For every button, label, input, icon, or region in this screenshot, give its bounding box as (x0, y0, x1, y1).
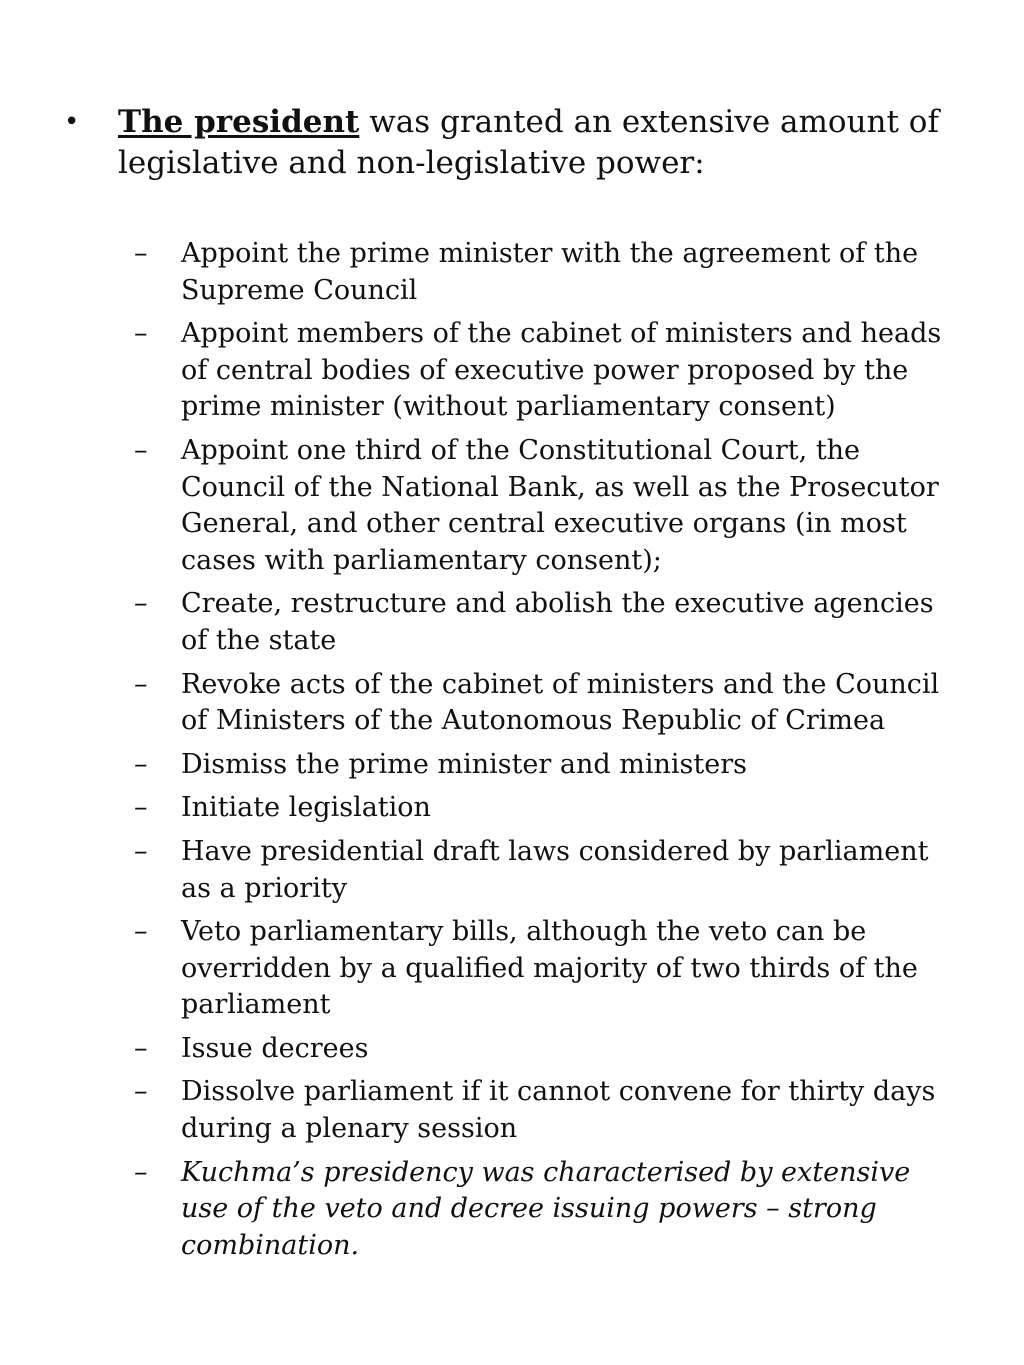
sub-bullet-list (130, 236, 960, 1271)
sub-bullet-item (130, 586, 960, 659)
dash-marker: – (134, 916, 148, 948)
sub-bullet-text: Create, restructure and abolish the executive agencies of the state (181, 588, 934, 656)
dash-marker: – (134, 748, 148, 780)
sub-bullet-item (130, 914, 960, 1024)
bullet-marker: • (64, 107, 80, 137)
dash-marker: – (134, 835, 148, 867)
sub-bullet-item-italic-note (130, 1155, 960, 1265)
sub-bullet-text: Appoint the prime minister with the agreement of the Supreme Council (181, 238, 919, 306)
sub-bullet-item (130, 1031, 960, 1068)
sub-bullet-text: Veto parliamentary bills, although the veto can be overridden by a qualified majority of two thirds of the parliament (181, 916, 918, 1021)
dash-marker: – (134, 238, 148, 269)
sub-bullet-item (130, 747, 960, 784)
dash-marker: – (134, 1076, 148, 1108)
sub-bullet-item (130, 433, 960, 579)
sub-bullet-text: Dissolve parliament if it cannot convene for thirty days during a plenary session (181, 1076, 936, 1145)
sub-bullet-text: Have presidential draft laws considered by parliament as a priority (181, 835, 929, 904)
sub-bullet-item (130, 667, 960, 740)
main-bullet-text (118, 102, 944, 184)
main-bullet-rest: was granted an extensive amount of legislative and non-legislative power: (118, 104, 939, 181)
dash-marker: – (134, 318, 148, 350)
sub-bullet-item (130, 834, 960, 907)
dash-marker: – (134, 434, 148, 466)
main-bullet (64, 102, 944, 184)
dash-marker: – (134, 668, 148, 700)
main-bullet-lead: The president (118, 104, 360, 140)
sub-bullet-text: Appoint one third of the Constitutional Court, the Council of the National Bank, as well as the Prosecutor General, and other central executive organs (in most cases with parliamentary consent); (181, 434, 939, 576)
sub-bullet-text: Issue decrees (181, 1032, 369, 1064)
sub-bullet-item (130, 316, 960, 426)
sub-bullet-item (130, 1074, 960, 1147)
dash-marker: – (134, 588, 148, 620)
sub-bullet-item (130, 790, 960, 827)
dash-marker: – (134, 1156, 148, 1188)
dash-marker: – (134, 792, 148, 824)
sub-bullet-item (130, 236, 960, 309)
sub-bullet-text: Dismiss the prime minister and ministers (181, 748, 747, 780)
dash-marker: – (134, 1032, 148, 1064)
sub-bullet-text: Appoint members of the cabinet of ministers and heads of central bodies of executive power proposed by the prime minister (without parliamentary consent) (181, 318, 942, 423)
sub-bullet-text: Initiate legislation (181, 792, 431, 824)
sub-bullet-text: Revoke acts of the cabinet of ministers and the Council of Ministers of the Autonomous Republic of Crimea (181, 668, 940, 737)
sub-bullet-text: Kuchma’s presidency was characterised by extensive use of the veto and decree issuing powers – strong combination. (181, 1156, 911, 1261)
